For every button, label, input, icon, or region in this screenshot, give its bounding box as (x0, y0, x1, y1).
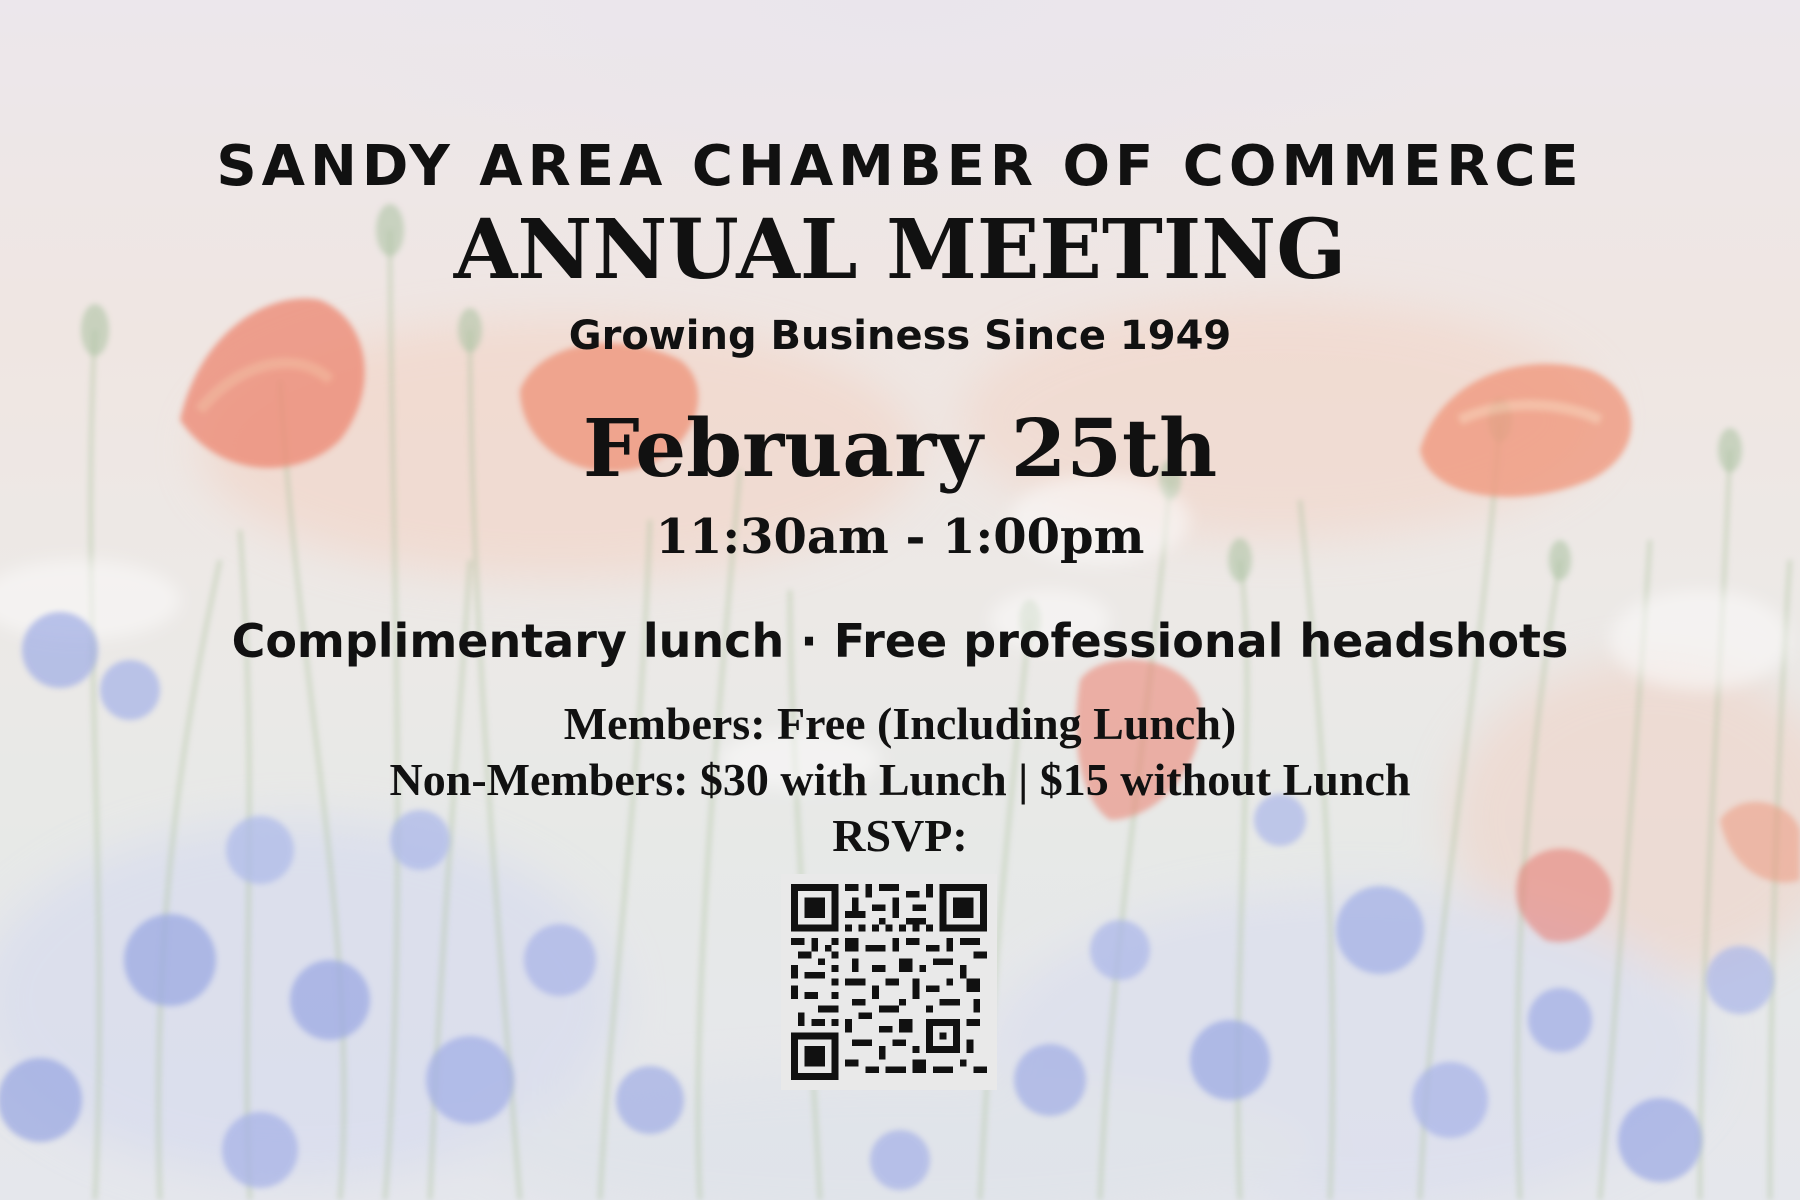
event-title: ANNUAL MEETING (453, 202, 1347, 298)
non-members-price: Non-Members: $30 with Lunch | $15 without Lunch (389, 754, 1411, 805)
qr-code-icon[interactable] (781, 874, 997, 1090)
organization-name: SANDY AREA CHAMBER OF COMMERCE (216, 134, 1584, 199)
event-perks: Complimentary lunch · Free professional headshots (231, 614, 1569, 668)
rsvp-label: RSVP: (832, 810, 968, 861)
members-price: Members: Free (Including Lunch) (563, 698, 1237, 749)
qr-code-graphic (791, 884, 987, 1080)
tagline: Growing Business Since 1949 (568, 313, 1232, 359)
pricing-block (0, 696, 1800, 864)
event-date: February 25th (582, 401, 1218, 495)
event-time: 11:30am - 1:00pm (655, 509, 1145, 565)
